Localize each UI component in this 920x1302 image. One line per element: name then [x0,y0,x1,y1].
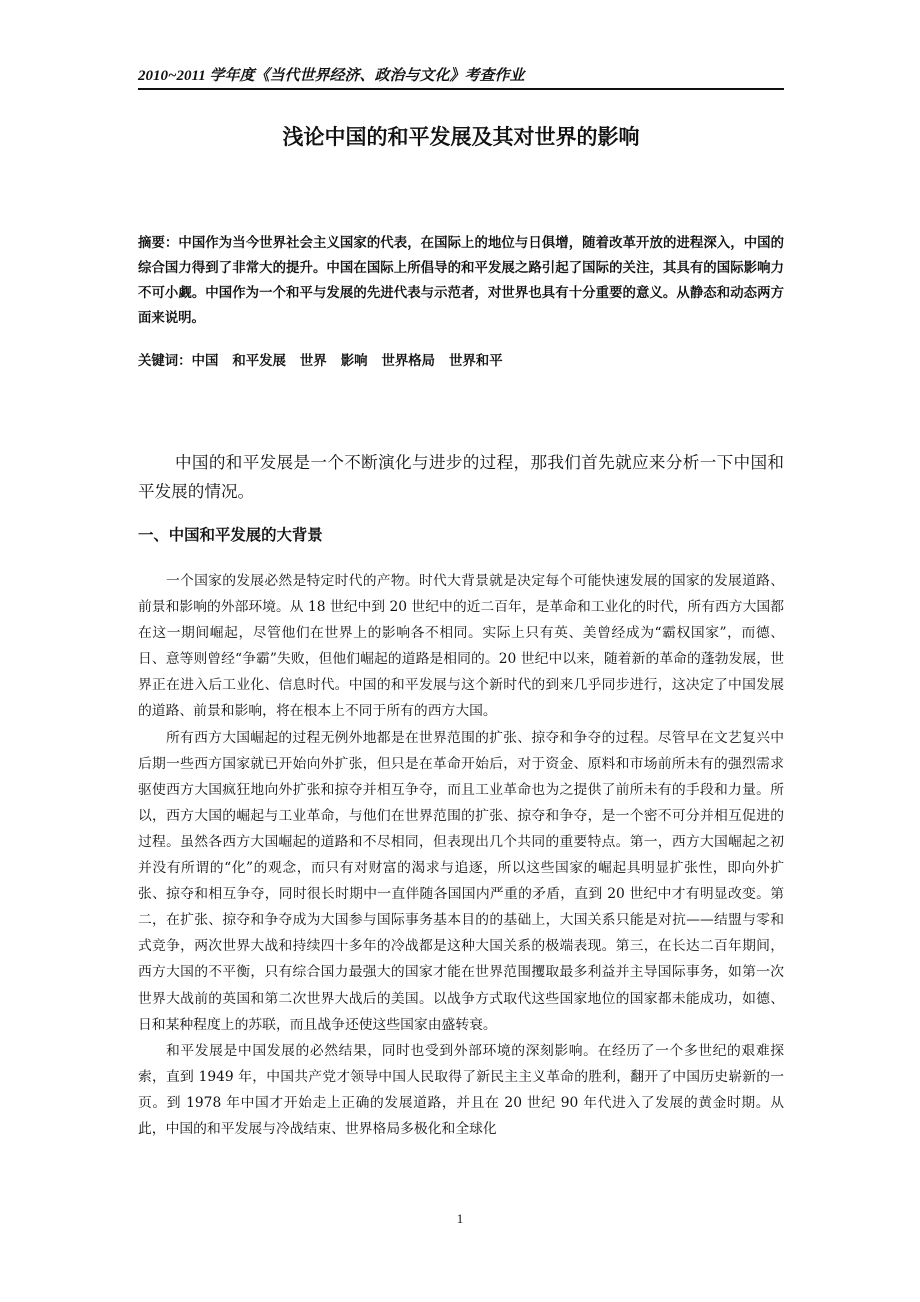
keyword-item: 世界和平 [449,354,503,369]
header-rule [138,88,784,90]
body-paragraph: 所有西方大国崛起的过程无例外地都是在世界范围的扩张、掠夺和争夺的过程。尽管早在文艺复兴中后期一些西方国家就已开始向外扩张，但只是在革命开始后，对于资金、原料和市场前所未有的强烈需求驱使西方大国疯狂地向外扩张和掠夺并相互争夺，而且工业革命也为之提供了前所未有的手段和力量。所以，西方大国的崛起与工业革命，与他们在世界范围的扩张、掠夺和争夺，是一个密不可分并相互促进的过程。虽然各西方大国崛起的道路和不尽相同，但表现出几个共同的重要特点。第一，西方大国崛起之初并没有所谓的“化”的观念，而只有对财富的渴求与追逐，所以这些国家的崛起具明显扩张性，即向外扩张、掠夺和相互争夺，同时很长时期中一直伴随各国国内严重的矛盾，直到 20 世纪中才有明显改变。第二，在扩张、掠夺和争夺成为大国参与国际事务基本目的的基础上，大国关系只能是对抗——结盟与零和式竞争，两次世界大战和持续四十多年的冷战都是这种大国关系的极端表现。第三，在长达二百年期间，西方大国的不平衡，只有综合国力最强大的国家才能在世界范围攫取最多利益并主导国际事务，如第一次世界大战前的英国和第二次世界大战后的美国。以战争方式取代这些国家地位的国家都未能成功，如德、日和某种程度上的苏联，而且战争还使这些国家由盛转衰。 [138,729,784,1033]
body-paragraph: 一个国家的发展必然是特定时代的产物。时代大背景就是决定每个可能快速发展的国家的发展道路、前景和影响的外部环境。从 18 世纪中到 20 世纪中的近二百年，是革命和工业化的时代，所有西方大国都在这一期间崛起，尽管他们在世界上的影响各不相同。实际上只有英、美曾经成为“霸权国家”，而德、日、意等则曾经“争霸”失败，但他们崛起的道路是相同的。20 世纪中以来，随着新的革命的蓬勃发展，世界正在进入后工业化、信息时代。中国的和平发展与这个新时代的到来几乎同步进行，这决定了中国发展的道路、前景和影响，将在根本上不同于所有的西方大国。 [138,573,784,720]
section-body [138,568,784,1142]
keyword-item: 影响 [340,354,368,369]
course-header: 2010~2011 学年度《当代世界经济、政治与文化》考查作业 [138,68,525,84]
abstract-text: 中国作为当今世界社会主义国家的代表，在国际上的地位与日俱增，随着改革开放的进程深入，中国的综合国力得到了非常大的提升。中国在国际上所倡导的和平发展之路引起了国际的关注，其具有的国际影响力不可小觑。中国作为一个和平与发展的先进代表与示范者，对世界也具有十分重要的意义。从静态和动态两方面来说明。 [138,236,785,326]
intro-paragraph: 中国的和平发展是一个不断演化与进步的过程，那我们首先就应来分析一下中国和平发展的情况。 [138,453,784,501]
page-number: 1 [456,1211,464,1226]
keywords-label: 关键词： [138,354,192,369]
keyword-item: 和平发展 [232,354,286,369]
section-heading: 一、中国和平发展的大背景 [138,526,323,544]
keyword-item: 世界格局 [381,354,436,369]
abstract-label: 摘要： [138,236,179,251]
keyword-item: 世界 [299,354,327,369]
body-paragraph: 和平发展是中国发展的必然结果，同时也受到外部环境的深刻影响。在经历了一个多世纪的艰难探索，直到 1949 年，中国共产党才领导中国人民取得了新民主主义革命的胜利，翻开了中国历史崭新的一页。到 1978 年中国才开始走上正确的发展道路，并且在 20 世纪 90 年代进入了发展的黄金时期。从此，中国的和平发展与冷战结束、世界格局多极化和全球化 [138,1042,784,1137]
keyword-item: 中国 [191,354,219,369]
keywords [138,350,784,374]
abstract [138,231,784,331]
page-title: 浅论中国的和平发展及其对世界的影响 [282,125,640,149]
